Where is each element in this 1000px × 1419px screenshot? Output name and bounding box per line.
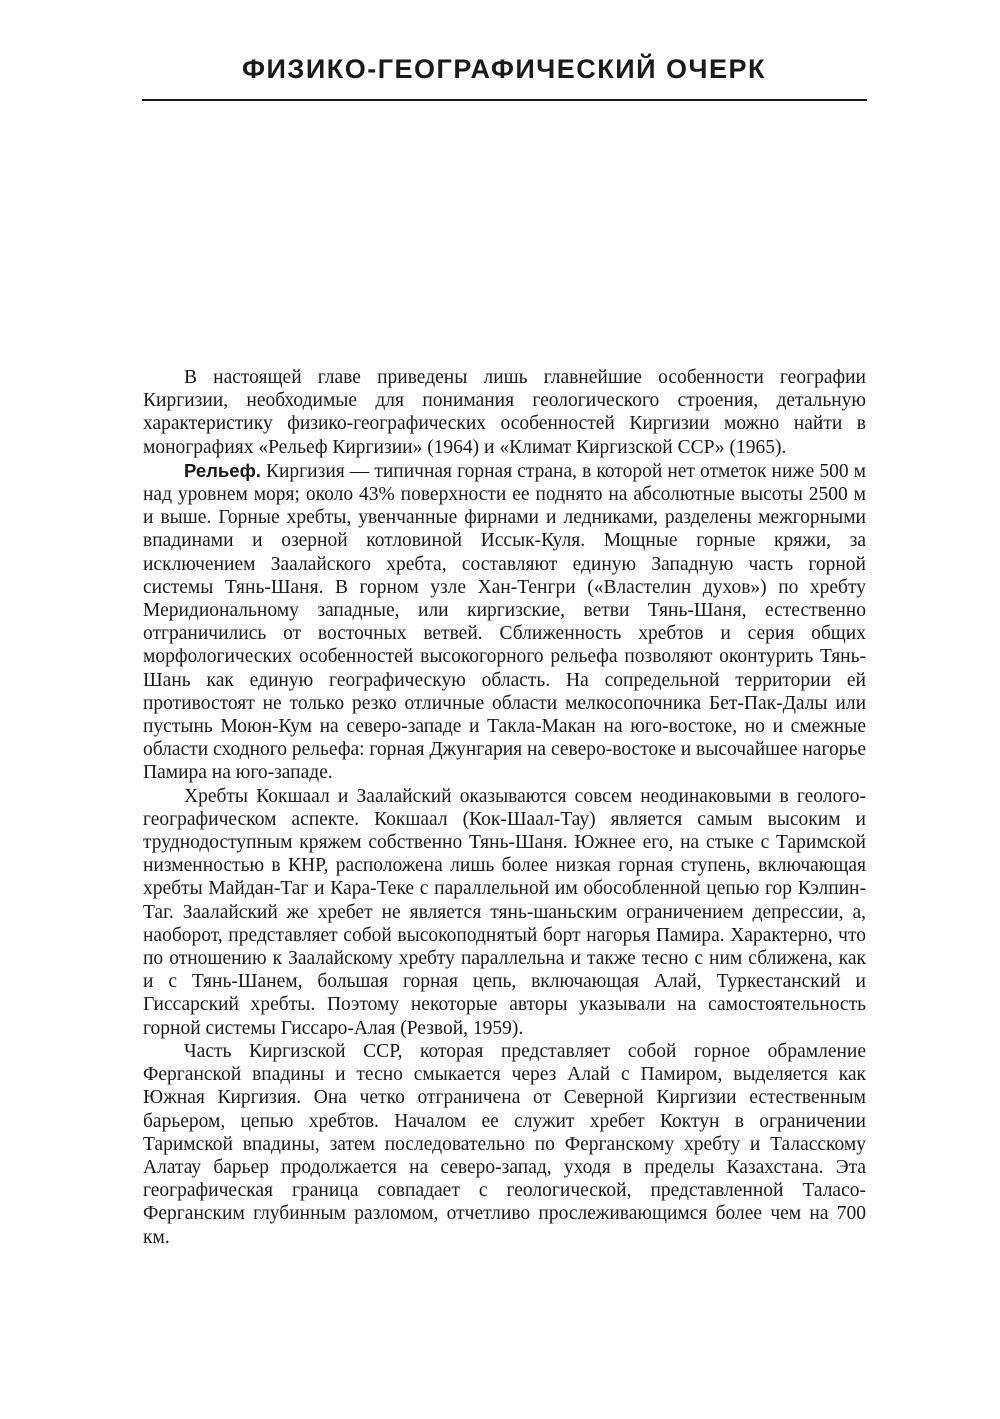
body-text <box>143 366 866 1249</box>
paragraph-south-kyrgyzstan: Часть Киргизской ССР, которая представляет собой горное обрамление Ферганской впадины и тесно смыкается через Алай с Памиром, выделяется как Южная Киргизия. Она четко отграничена от Северной Киргизии естественным барьером, цепью хребтов. Началом ее служит хребет Коктун в ограничении Таримской впадины, затем последовательно по Ферганскому хребту и Таласскому Алатау барьер продолжается на северо-запад, уходя в пределы Казахстана. Эта географическая граница совпадает с геологической, представленной Таласо-Ферганским глубинным разломом, отчетливо прослеживающимся более чем на 700 км. <box>143 1040 866 1248</box>
page-title: ФИЗИКО-ГЕОГРАФИЧЕСКИЙ ОЧЕРК <box>241 54 767 84</box>
paragraph-relief <box>143 459 866 785</box>
paragraph-ranges: Хребты Кокшаал и Заалайский оказываются совсем неодинаковыми в геолого-географическом аспекте. Кокшаал (Кок-Шаал-Тау) является самым высоким и труднодоступным кряжем собственно Тянь-Шаня. Южнее его, на стыке с Таримской низменностью в КНР, расположена лишь более низкая горная ступень, включающая хребты Майдан-Таг и Кара-Теке с параллельной им обособленной цепью гор Кэлпин-Таг. Заалайский же хребет не является тянь-шаньским ограничением депрессии, а, наоборот, представляет собой высокоподнятый борт нагорья Памира. Характерно, что по отношению к Заалайскому хребту параллельна и также тесно с ним сближена, как и с Тянь-Шанем, большая горная цепь, включающая Алай, Туркестанский и Гиссарский хребты. Поэтому некоторые авторы указывали на самостоятельность горной системы Гиссаро-Алая (Резвой, 1959). <box>143 785 866 1039</box>
title-divider <box>142 99 867 101</box>
paragraph-relief-text: Киргизия — типичная горная страна, в которой нет отметок ниже 500 м над уровнем моря; около 43% поверхности ее поднято на абсолютные высоты 2500 м и выше. Горные хребты, увенчанные фирнами и ледниками, разделены межгорными впадинами и озерной котловиной Иссык-Куля. Мощные горные кряжи, за исключением Заалайского хребта, составляют единую Западную часть горной системы Тянь-Шаня. В горном узле Хан-Тенгри («Властелин духов») по хребту Меридиональному западные, или киргизские, ветви Тянь-Шаня, естественно отграничились от восточных ветвей. Сближенность хребтов и серия общих морфологических особенностей высокогорного рельефа позволяют оконтурить Тянь-Шань как единую географическую область. На сопредельной территории ей противостоят не только резко отличные области мелкосопочника Бет-Пак-Далы или пустынь Моюн-Кум на северо-западе и Такла-Макан на юго-востоке, но и смежные области сходного рельефа: горная Джунгария на северо-востоке и высочайшее нагорье Памира на юго-западе. <box>143 460 867 784</box>
section-heading-relief: Рельеф. <box>184 459 261 481</box>
paragraph-intro: В настоящей главе приведены лишь главнейшие особенности географии Киргизии, необходимые для понимания геологического строения, детальную характеристику физико-географических особенностей Киргизии можно найти в монографиях «Рельеф Киргизии» (1964) и «Климат Киргизской ССР» (1965). <box>143 367 866 458</box>
